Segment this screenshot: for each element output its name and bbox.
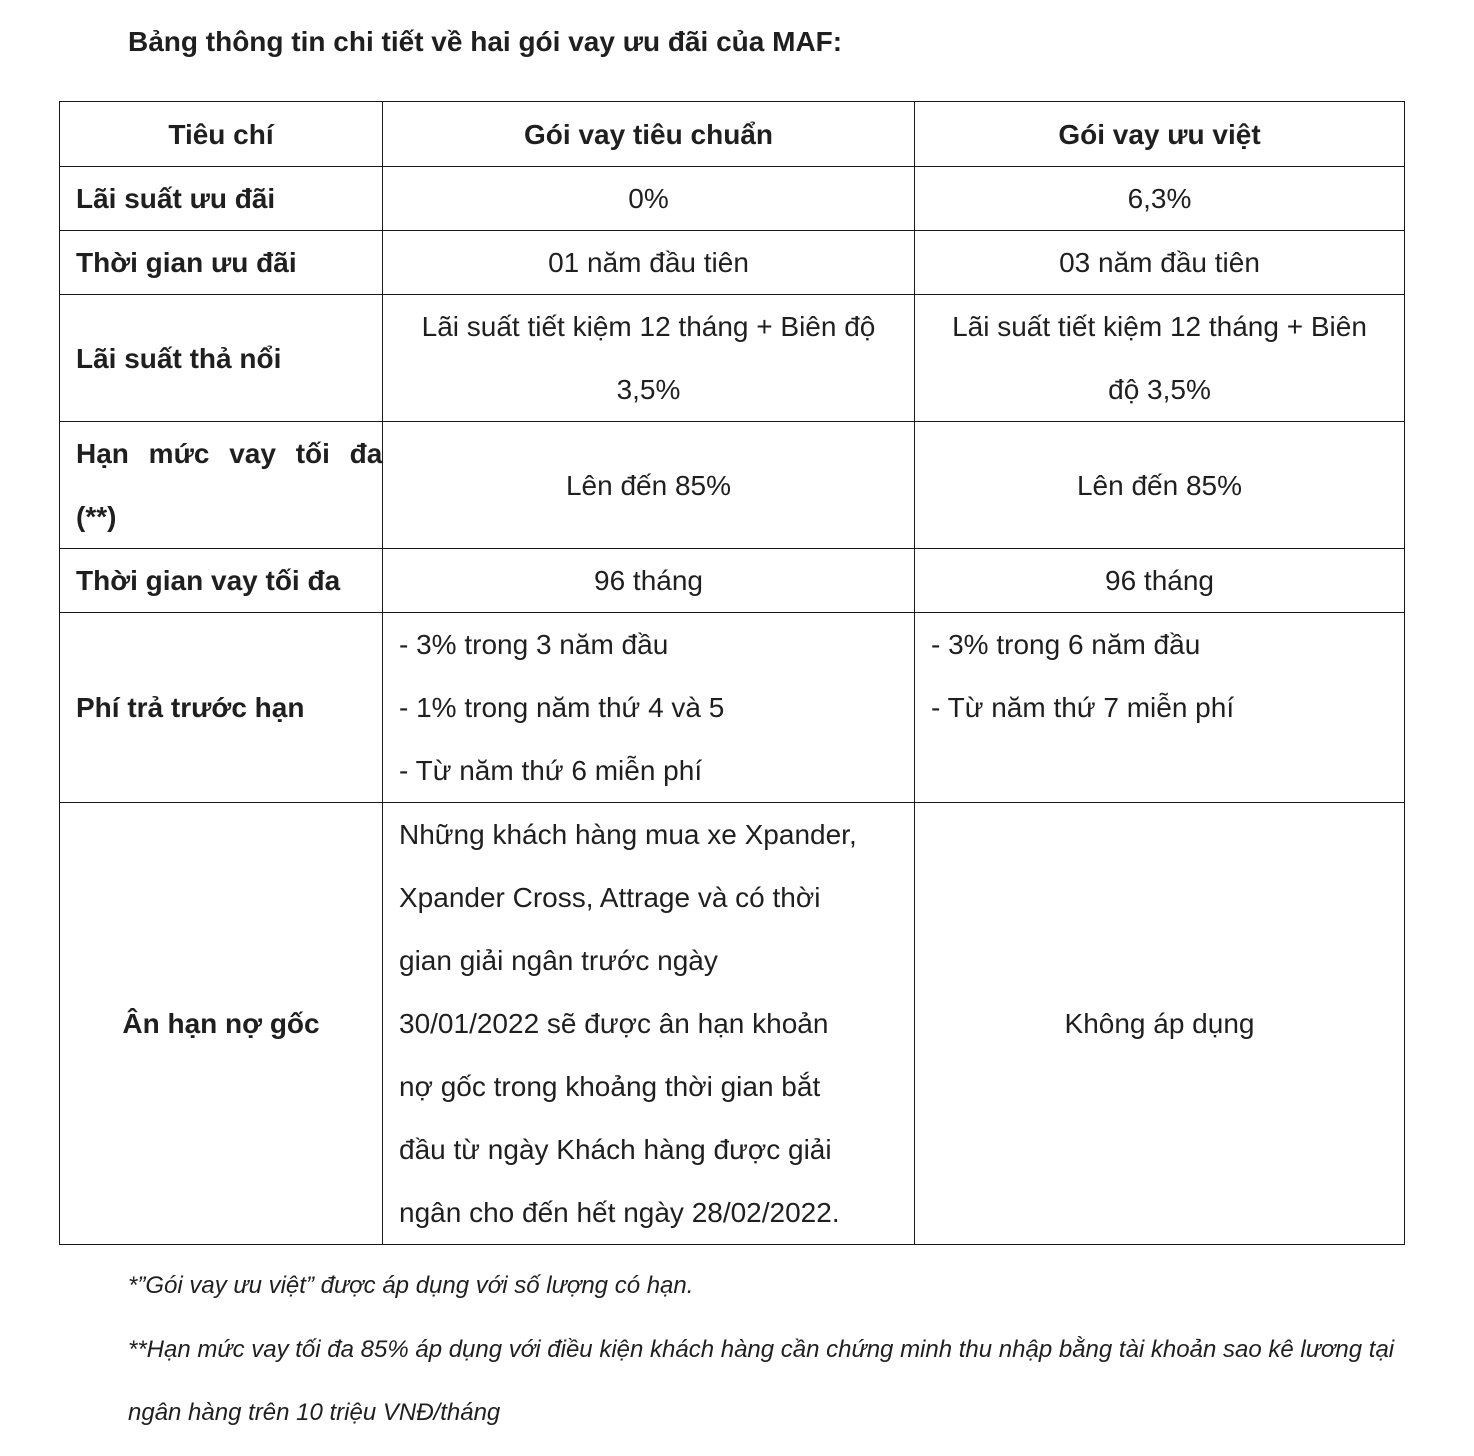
header-criteria: Tiêu chí [60, 102, 383, 167]
table-row [60, 167, 1405, 231]
loan-comparison-table [59, 101, 1405, 1245]
row-criterion: Ân hạn nợ gốc [60, 803, 383, 1245]
standard-value: Lên đến 85% [383, 422, 915, 549]
value-line: - Từ năm thứ 7 miễn phí [931, 692, 1235, 723]
criterion-line: Hạn mức vay tối đa [76, 438, 383, 469]
row-criterion: Phí trả trước hạn [60, 613, 383, 803]
row-criterion [60, 422, 383, 549]
value-line: độ 3,5% [1108, 374, 1211, 405]
table-row [60, 422, 1405, 549]
value-line: Lãi suất tiết kiệm 12 tháng + Biên độ [421, 311, 876, 342]
document-title: Bảng thông tin chi tiết về hai gói vay ưu đãi của MAF: [128, 26, 843, 57]
value-line: gian giải ngân trước ngày [399, 945, 718, 976]
value-line: nợ gốc trong khoảng thời gian bắt [399, 1071, 821, 1102]
premium-value: 6,3% [915, 167, 1405, 231]
value-line: - 3% trong 6 năm đầu [931, 629, 1201, 660]
value-line: Lãi suất tiết kiệm 12 tháng + Biên [952, 311, 1367, 342]
standard-value: 01 năm đầu tiên [383, 231, 915, 295]
row-criterion: Thời gian vay tối đa [60, 549, 383, 613]
table-row [60, 549, 1405, 613]
row-criterion: Lãi suất thả nổi [60, 295, 383, 422]
header-premium-package: Gói vay ưu việt [915, 102, 1405, 167]
value-line: - Từ năm thứ 6 miễn phí [399, 755, 703, 786]
standard-value: 96 tháng [383, 549, 915, 613]
value-line: Những khách hàng mua xe Xpander, [399, 819, 857, 850]
value-line: đầu từ ngày Khách hàng được giải [399, 1134, 832, 1165]
value-line: 30/01/2022 sẽ được ân hạn khoản [399, 1008, 829, 1039]
header-standard-package: Gói vay tiêu chuẩn [383, 102, 915, 167]
value-line: Xpander Cross, Attrage và có thời [399, 882, 821, 913]
premium-value [915, 295, 1405, 422]
premium-value: Không áp dụng [915, 803, 1405, 1245]
premium-value: 96 tháng [915, 549, 1405, 613]
criterion-line: (**) [76, 501, 117, 532]
standard-value: 0% [383, 167, 915, 231]
value-line: - 3% trong 3 năm đầu [399, 629, 669, 660]
value-line: 3,5% [616, 374, 681, 405]
row-criterion: Lãi suất ưu đãi [60, 167, 383, 231]
footnote-loan-limit: **Hạn mức vay tối đa 85% áp dụng với điều kiện khách hàng cần chứng minh thu nhập bằng tài khoản sao kê lương tại [128, 1336, 1395, 1363]
standard-value [383, 803, 915, 1245]
value-line: - 1% trong năm thứ 4 và 5 [399, 692, 725, 723]
footnote-premium-limited: *”Gói vay ưu việt” được áp dụng với số lượng có hạn. [128, 1272, 694, 1299]
standard-value [383, 613, 915, 803]
table-header-row [60, 102, 1405, 167]
premium-value: 03 năm đầu tiên [915, 231, 1405, 295]
footnote-loan-limit-continued: ngân hàng trên 10 triệu VNĐ/tháng [128, 1399, 501, 1426]
table-row [60, 613, 1405, 803]
table-row [60, 231, 1405, 295]
table-row [60, 295, 1405, 422]
premium-value [915, 613, 1405, 803]
table-row [60, 803, 1405, 1245]
value-line: ngân cho đến hết ngày 28/02/2022. [399, 1197, 840, 1228]
standard-value [383, 295, 915, 422]
row-criterion: Thời gian ưu đãi [60, 231, 383, 295]
premium-value: Lên đến 85% [915, 422, 1405, 549]
